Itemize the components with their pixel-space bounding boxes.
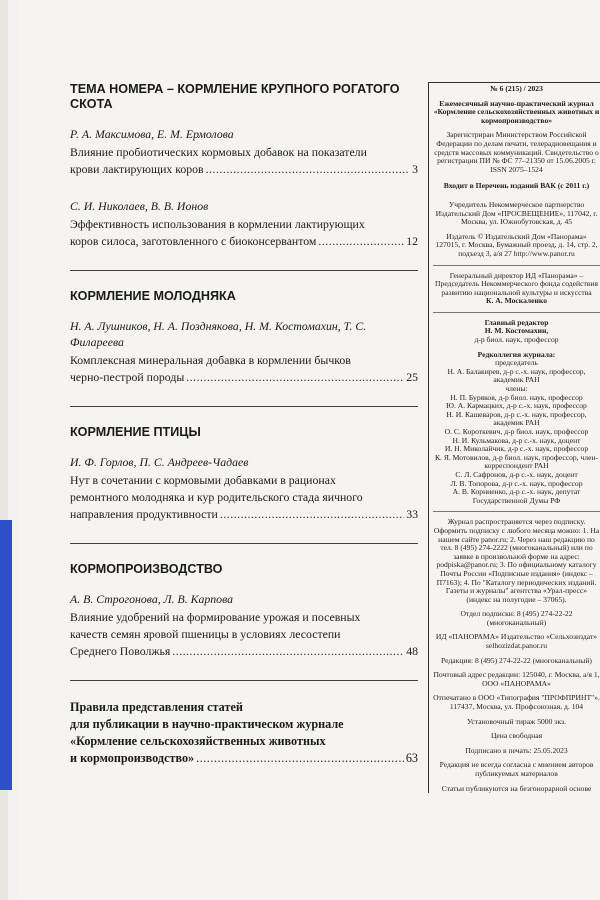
section-divider — [70, 680, 418, 681]
board-member: И. Н. Миколайчик, д-р с.-х. наук, профессор — [444, 444, 589, 454]
article-title-last-line — [70, 161, 418, 178]
leader-dots — [186, 369, 404, 386]
toc-article — [70, 198, 418, 250]
board-member: председатель — [495, 358, 538, 368]
article-title-line: Эффективность использования в кормлении лактирующих — [70, 217, 365, 231]
article-page-number: 12 — [406, 234, 418, 248]
founder-info: Учредитель Некоммерческое партнерство Издательский Дом «ПРОСВЕЩЕНИЕ», 117042, г. Москва, ул. Южнобутовская, д. 45 — [435, 199, 598, 227]
issue-number: № 6 (215) / 2023 — [490, 84, 543, 93]
article-page-number: 3 — [412, 162, 418, 176]
article-authors: А. В. Строгонова, Л. В. Карпова — [70, 592, 234, 606]
journal-type: Ежемесячный научно-практический журнал — [439, 98, 594, 108]
table-of-contents — [70, 82, 418, 767]
toc-article — [70, 126, 418, 178]
article-page-number: 25 — [406, 370, 418, 384]
toc-section — [70, 82, 418, 250]
royalty-note: Статьи публикуются на безгонорарной основе — [441, 783, 592, 793]
section-title: КОРМЛЕНИЕ МОЛОДНЯКА — [70, 289, 236, 303]
registration-info: Зарегистриран Министерством Российской Федерации по делам печати, телерадиовещания и средств массовых коммуникаций. Свидетельство о регистрации ПИ № ФС 77–21350 от 15.06.2005 г. ISSN 2075–1524 — [434, 130, 599, 174]
rules-title-line: для публикации в научно-практическом журнале — [70, 717, 344, 731]
toc-section — [70, 289, 418, 386]
article-title-line: ремонтного молодняка и кур родительского стада яичного — [70, 490, 363, 504]
subscription-info: Журнал распространяется через подписку. Оформить подписку с любого месяца можно: 1. На нашем сайте panor.ru; 2. Через наш редакцию по тел. 8 (495) 274-2222 (многоканальный) или по заявке в произвольной форме на адрес: podpiska@panor.ru; 3. По официальному каталогу Почты России «Подписные издания» (индекс – П7163); 4. По "Каталогу периодических изданий. Газеты и журналы" агентства «Урал-пресс» (индекс на полугодие – 37065). — [433, 517, 600, 604]
board-member: А. В. Корниенко, д-р с.-х. наук, депутат Государственной Думы РФ — [452, 487, 581, 505]
article-authors: Р. А. Максимова, Е. М. Ермолова — [70, 127, 234, 141]
board-member: Л. В. Топорова, д-р с.-х. наук, профессор — [450, 478, 583, 488]
disclaimer: Редакция не всегда согласна с мнением авторов публикуемых материалов — [439, 760, 594, 778]
print-run: Установочный тираж 5000 экз. — [466, 716, 567, 726]
article-title-last-line — [70, 643, 418, 660]
panorama-info: ИД «ПАНОРАМА» Издательство «Сельхозиздат» selhozizdat.panor.ru — [435, 632, 598, 651]
board-title: Редколлегия журнала: — [477, 349, 556, 359]
editorial-phone: Редакция: 8 (495) 274-22-22 (многоканальный) — [441, 655, 592, 665]
leader-dots — [318, 233, 404, 250]
article-title-end: Среднего Поволжья — [70, 644, 171, 658]
article-title-end: направления продуктивности — [70, 507, 218, 521]
rules-title-last-line — [70, 750, 418, 767]
board-member: члены: — [505, 384, 528, 394]
leader-dots — [172, 643, 404, 660]
rules-title-end: и кормопроизводство» — [70, 751, 195, 765]
printing-info: Отпечатано в ООО «Типография "ПРОФПРИНТ"». 117437, Москва, ул. Профсоюзная, д. 104 — [433, 693, 600, 712]
leader-dots — [196, 750, 404, 767]
rules-page-number: 63 — [405, 751, 418, 765]
toc-section — [70, 425, 418, 523]
signed-date: Подписано в печать: 25.05.2023 — [465, 745, 568, 755]
rules-title-line: «Кормление сельскохозяйственных животных — [70, 734, 326, 748]
article-title-end: крови лактирующих коров — [70, 162, 204, 176]
toc-article — [70, 454, 418, 523]
section-title: ТЕМА НОМЕРА – КОРМЛЕНИЕ КРУПНОГО РОГАТОГО СКОТА — [70, 82, 400, 111]
vak-notice: Входит в Перечень изданий ВАК (с 2011 г.) — [443, 181, 590, 191]
board-member: С. Л. Сафронов, д-р с.-х. наук, доцент — [455, 469, 578, 479]
board-member: Н. И. Кашеваров, д-р с.-х. наук, профессор, академик РАН — [446, 409, 587, 428]
article-authors: Н. А. Лушников, Н. А. Позднякова, Н. М. Костомахин, Т. С. Филареева — [70, 319, 367, 349]
article-title-line: качеств семян яровой пшеницы в условиях лесостепи — [70, 627, 341, 641]
toc-article — [70, 591, 418, 660]
board-member: О. С. Короткевич, д-р биол. наук, профессор — [444, 427, 589, 436]
article-title-end: коров силоса, заготовленного с биоконсервантом — [70, 234, 317, 248]
article-authors: С. И. Николаев, В. В. Ионов — [70, 199, 209, 213]
article-title-line: Комплексная минеральная добавка в кормлении бычков — [70, 353, 351, 367]
subscription-dept: Отдел подписки: 8 (495) 274-22-22 (многоканальный) — [460, 609, 573, 627]
imprint-column — [428, 82, 600, 799]
board-member: К. Я. Мотовилов, д-р биол. наук, профессор, член-корреспондент РАН — [434, 452, 599, 471]
section-divider — [70, 270, 418, 271]
section-divider — [70, 543, 418, 544]
toc-article — [70, 318, 418, 386]
rules-title-line: Правила представления статей — [70, 700, 243, 714]
blue-edge-tab — [0, 520, 12, 790]
board-member: Н. И. Кульмакова, д-р с.-х. наук, доцент — [452, 435, 581, 445]
toc-section — [70, 562, 418, 660]
postal-address: Почтовый адрес редакции: 125040, г. Москва, а/я 1, ООО «ПАНОРАМА» — [433, 670, 600, 688]
journal-name: «Кормление сельскохозяйственных животных и кормопроизводство» — [433, 107, 600, 125]
section-title: КОРМЛЕНИЕ ПТИЦЫ — [70, 425, 201, 439]
article-authors: И. Ф. Горлов, П. С. Андреев-Чадаев — [70, 455, 249, 469]
section-title: КОРМОПРОИЗВОДСТВО — [70, 562, 223, 576]
article-title-last-line — [70, 369, 418, 386]
article-page-number: 48 — [406, 644, 418, 658]
article-title-line: Нут в сочетании с кормовыми добавками в рационах — [70, 473, 336, 487]
leader-dots — [220, 506, 404, 523]
chief-editor: Главный редактор Н. М. Костомахин, д-р биол. наук, профессор — [474, 317, 559, 345]
leader-dots — [206, 161, 410, 178]
article-title-last-line — [70, 233, 418, 250]
section-divider — [70, 406, 418, 407]
publisher-info: Издатель © Издательский Дом «Панорама» 127015, г. Москва, Бумажный проезд, д. 14, стр. 2, подъезд 3, а/я 27 http://www.panor.ru — [435, 231, 598, 258]
article-title-line: Влияние пробиотических кормовых добавок на показатели — [70, 145, 367, 159]
article-title-line: Влияние удобрений на формирование урожая и посевных — [70, 610, 361, 624]
board-member: Н. П. Буряков, д-р биол. наук, профессор — [450, 392, 583, 402]
price: Цена свободная — [490, 731, 543, 741]
article-title-end: черно-пестрой породы — [70, 370, 185, 384]
rules-entry — [70, 699, 418, 767]
director-info: Генеральный директор ИД «Панорама» – Председатель Некоммерческого фонда содействия развитию национальной культуры и искусства К. А. Москаленко — [435, 270, 598, 306]
board-member: Н. А. Балакирев, д-р с.-х. наук, профессор, академик РАН — [447, 366, 586, 385]
board-member: Ю. А. Кармацких, д-р с.-х. наук, профессор — [446, 401, 587, 411]
article-page-number: 33 — [406, 507, 418, 521]
editorial-board-list — [433, 359, 600, 505]
article-title-last-line — [70, 506, 418, 523]
